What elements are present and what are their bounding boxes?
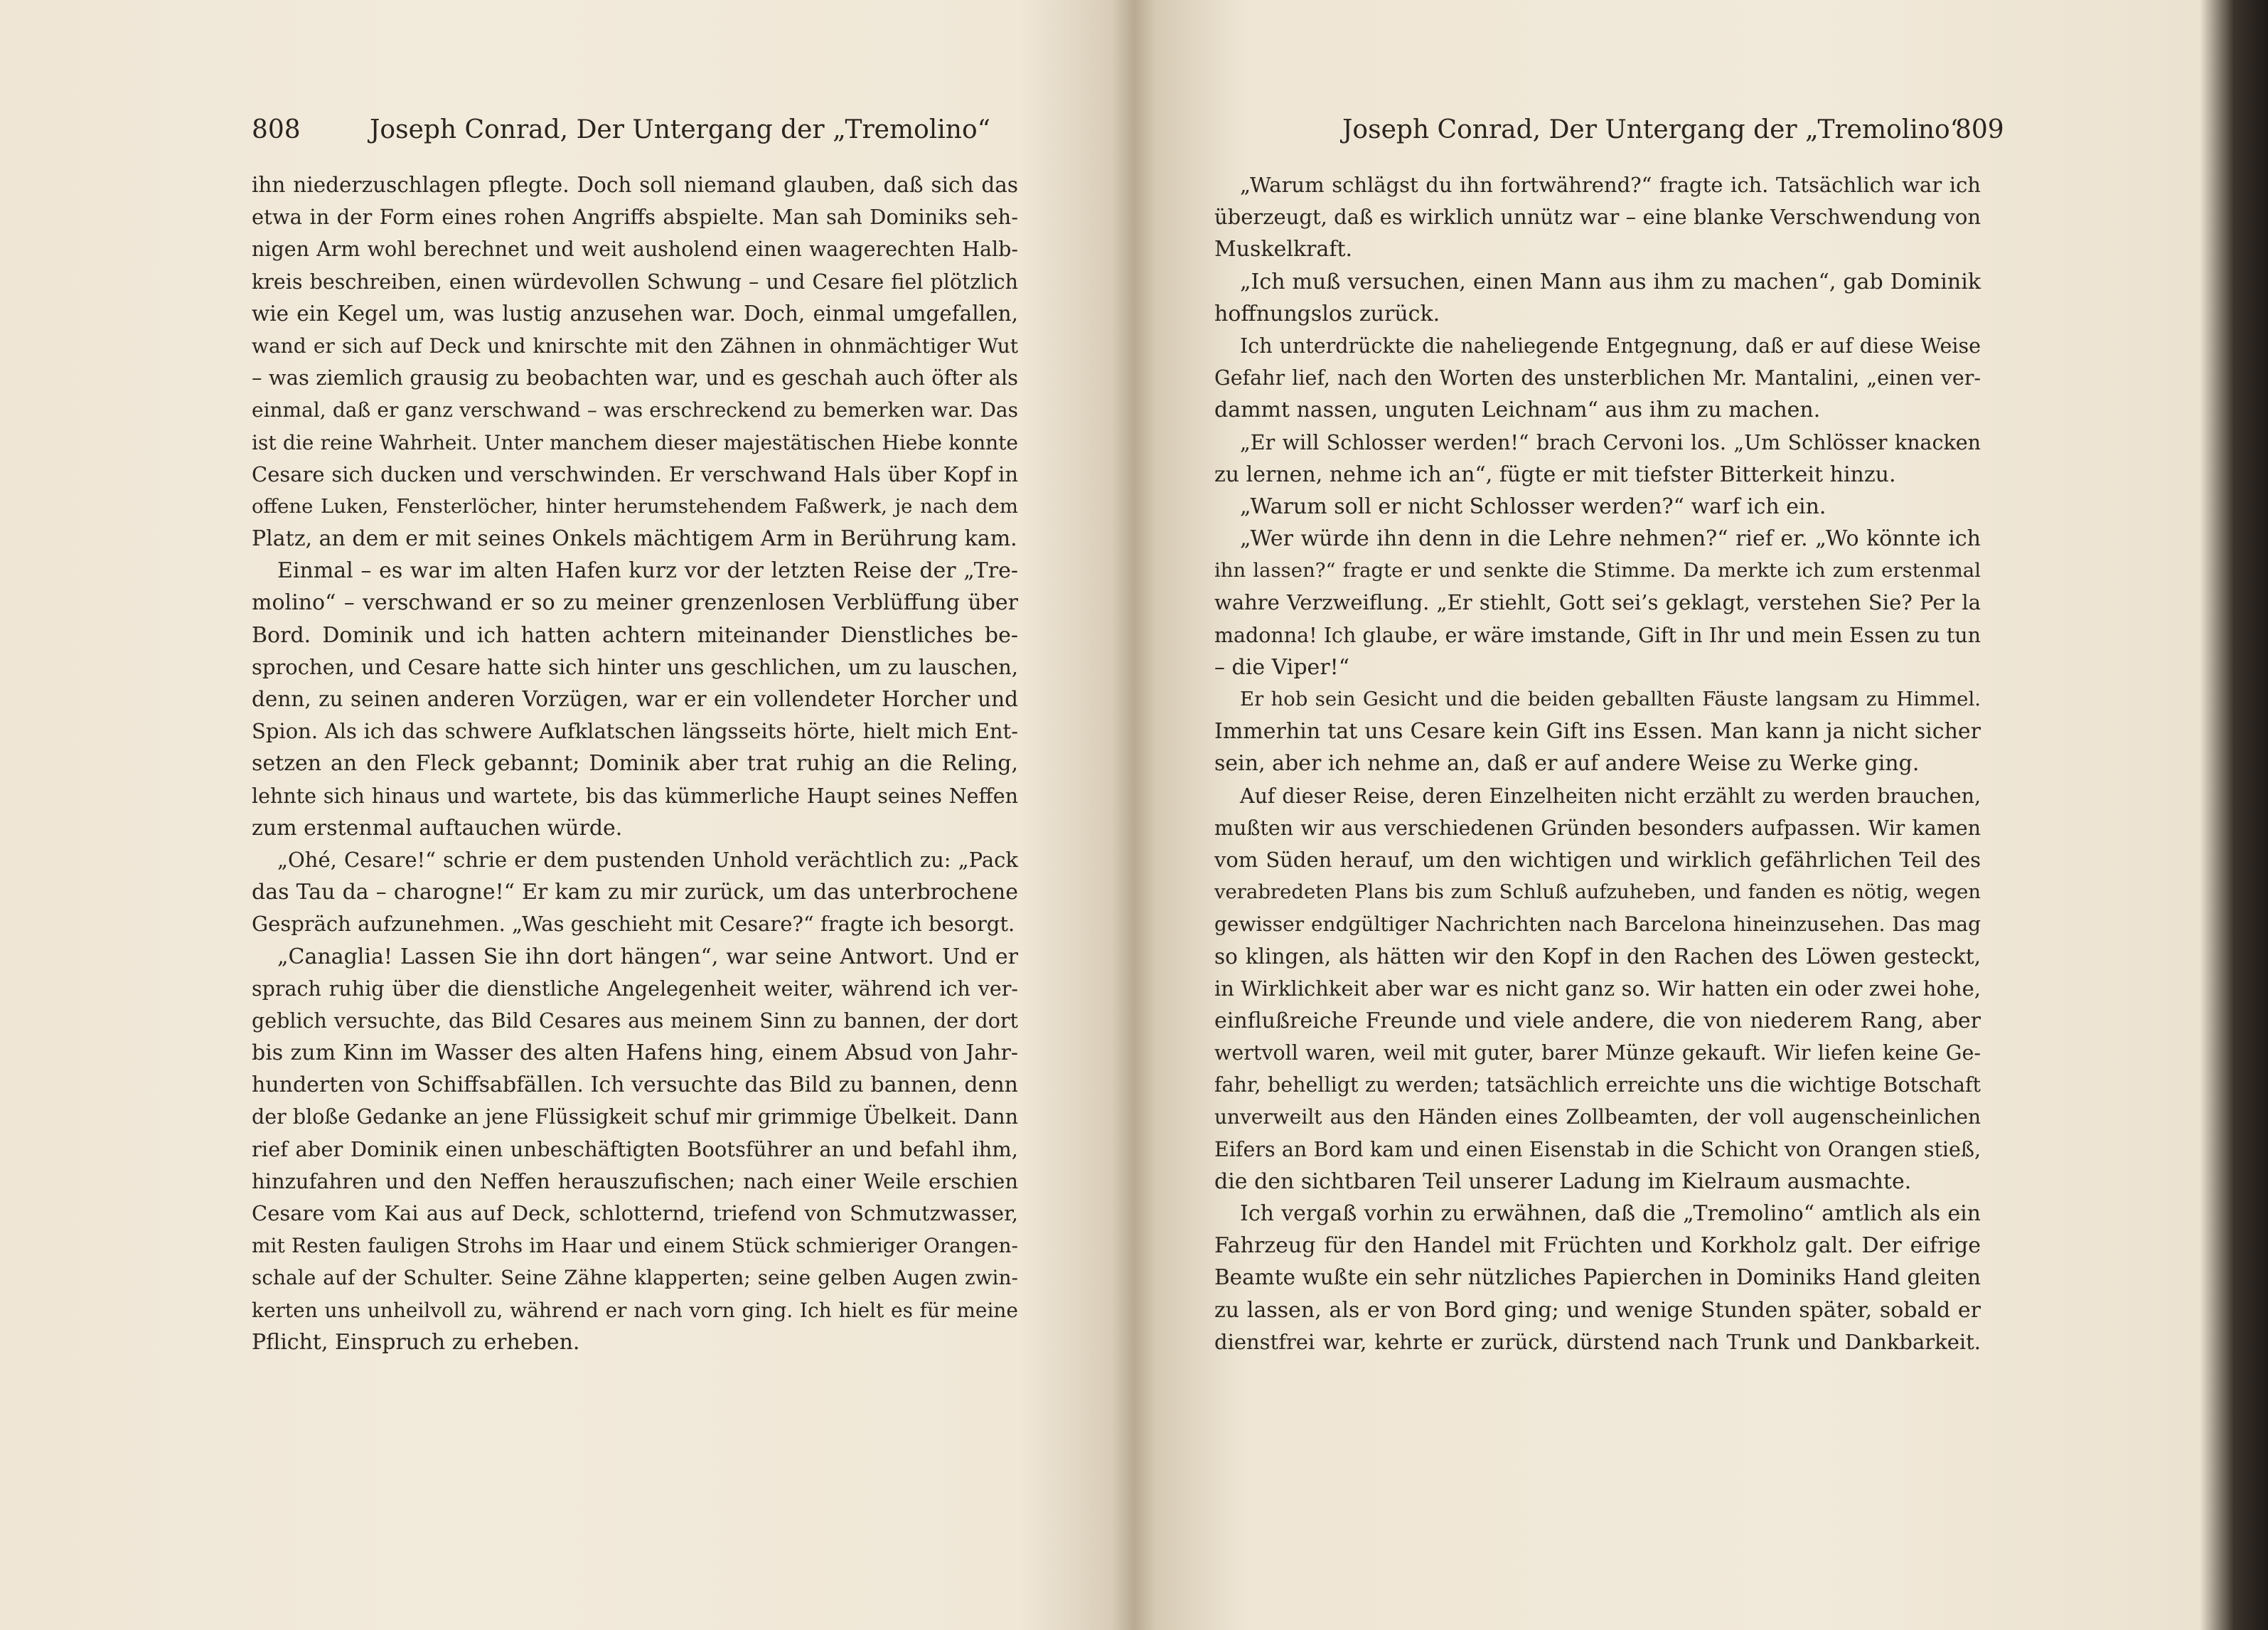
text-line: hinzufahren und den Neffen herauszufischen; nach einer Weile erschien: [252, 1168, 1018, 1193]
text-line: ihn niederzuschlagen pflegte. Doch soll niemand glauben, daß sich das: [252, 173, 1018, 197]
text-line: hunderten von Schiffsabfällen. Ich versuchte das Bild zu bannen, denn: [252, 1072, 1018, 1098]
text-line: wahre Verzweiflung. „Er stiehlt, Gott sei’s geklagt, verstehen Sie? Per la: [1214, 590, 1981, 615]
text-line: Platz, an dem er mit seines Onkels mächtigem Arm in Berührung kam.: [252, 526, 1017, 552]
text-line: dienstfrei war, kehrte er zurück, dürstend nach Trunk und Dankbarkeit.: [1214, 1329, 1981, 1354]
text-line: zum erstenmal auftauchen würde.: [252, 815, 623, 841]
running-head: Joseph Conrad, Der Untergang der „Tremolino“: [1342, 115, 1964, 144]
body-text: [252, 169, 1018, 1358]
text-line: vom Süden herauf, um den wichtigen und wirklich gefährlichen Teil des: [1214, 847, 1981, 872]
text-line: kreis beschreiben, einen würdevollen Schwung – und Cesare fiel plötzlich: [252, 270, 1018, 294]
text-line: „Canaglia! Lassen Sie ihn dort hängen“, war seine Antwort. Und er: [277, 944, 1018, 969]
text-line: einmal, daß er ganz verschwand – was erschreckend zu bemerken war. Das: [252, 398, 1018, 422]
page-number: 808: [252, 115, 301, 144]
text-line: ist die reine Wahrheit. Unter manchem dieser majestätischen Hiebe konnte: [252, 430, 1018, 454]
text-line: dammt nassen, unguten Leichnam“ aus ihm zu machen.: [1214, 398, 1821, 423]
text-line: Ich unterdrückte die naheliegende Entgegnung, daß er auf diese Weise: [1240, 334, 1981, 358]
text-line: molino“ – verschwand er so zu meiner grenzenlosen Verblüffung über: [252, 590, 1018, 616]
text-line: Bord. Dominik und ich hatten achtern miteinander Dienstliches be-: [252, 622, 1018, 648]
text-line: lehnte sich hinaus und wartete, bis das kümmerliche Haupt seines Neffen: [252, 784, 1018, 808]
text-line: gewisser endgültiger Nachrichten nach Barcelona hineinzusehen. Das mag: [1214, 912, 1981, 937]
text-line: „Wer würde ihn denn in die Lehre nehmen?“ rief er. „Wo könnte ich: [1240, 526, 1981, 552]
text-line: die den sichtbaren Teil unserer Ladung im Kielraum ausmachte.: [1214, 1168, 1912, 1194]
text-line: – was ziemlich grausig zu beobachten war, und es geschah auch öfter als: [252, 366, 1018, 390]
text-line: nigen Arm wohl berechnet und weit ausholend einen waagerechten Halb-: [252, 238, 1018, 262]
text-line: so klingen, als hätten wir den Kopf in den Rachen des Löwen gesteckt,: [1214, 944, 1981, 969]
text-line: „Warum schlägst du ihn fortwährend?“ fragte ich. Tatsächlich war ich: [1240, 173, 1981, 197]
text-line: mit Resten fauligen Strohs im Haar und einem Stück schmieriger Orangen-: [252, 1234, 1018, 1258]
text-line: Gespräch aufzunehmen. „Was geschieht mit Cesare?“ fragte ich besorgt.: [252, 912, 1015, 937]
text-line: Auf dieser Reise, deren Einzelheiten nicht erzählt zu werden brauchen,: [1240, 784, 1981, 808]
text-line: Immerhin tat uns Cesare kein Gift ins Essen. Man kann ja nicht sicher: [1214, 719, 1981, 745]
text-line: rief aber Dominik einen unbeschäftigten Bootsführer an und befahl ihm,: [252, 1136, 1018, 1161]
text-line: „Warum soll er nicht Schlosser werden?“ warf ich ein.: [1240, 494, 1826, 519]
text-line: der bloße Gedanke an jene Flüssigkeit schuf mir grimmige Übelkeit. Dann: [252, 1105, 1018, 1129]
text-line: „Ohé, Cesare!“ schrie er dem pustenden Unhold verächtlich zu: „Pack: [277, 847, 1018, 872]
text-line: geblich versuchte, das Bild Cesares aus meinem Sinn zu bannen, der dort: [252, 1008, 1018, 1033]
text-line: fahr, behelligt zu werden; tatsächlich erreichte uns die wichtige Botschaft: [1214, 1073, 1981, 1097]
text-line: Ich vergaß vorhin zu erwähnen, daß die „Tremolino“ amtlich als ein: [1240, 1201, 1981, 1226]
text-line: verabredeten Plans bis zum Schluß aufzuheben, und fanden es nötig, wegen: [1214, 880, 1981, 904]
left-page: [0, 0, 1123, 1630]
text-line: Er hob sein Gesicht und die beiden geballten Fäuste langsam zu Himmel.: [1240, 688, 1981, 710]
text-line: denn, zu seinen anderen Vorzügen, war er ein vollendeter Horcher und: [252, 687, 1018, 711]
text-line: wertvoll waren, weil mit guter, barer Münze gekauft. Wir liefen keine Ge-: [1214, 1041, 1981, 1065]
text-line: madonna! Ich glaube, er wäre imstande, Gift in Ihr und mein Essen zu tun: [1214, 623, 1981, 647]
text-line: Spion. Als ich das schwere Aufklatschen längsseits hörte, hielt mich Ent-: [252, 719, 1018, 744]
text-line: überzeugt, daß es wirklich unnütz war – eine blanke Verschwendung von: [1214, 205, 1981, 230]
text-line: Eifers an Bord kam und einen Eisenstab in die Schicht von Orangen stieß,: [1214, 1137, 1981, 1161]
text-line: Cesare sich ducken und verschwinden. Er verschwand Hals über Kopf in: [252, 462, 1018, 486]
text-line: wand er sich auf Deck und knirschte mit den Zähnen in ohnmächtiger Wut: [252, 334, 1018, 358]
text-line: wie ein Kegel um, was lustig anzusehen war. Doch, einmal umgefallen,: [252, 301, 1018, 326]
text-line: sprach ruhig über die dienstliche Angelegenheit weiter, während ich ver-: [252, 976, 1018, 1001]
text-line: Cesare vom Kai aus auf Deck, schlotternd, triefend von Schmutzwasser,: [252, 1201, 1018, 1225]
text-line: Beamte wußte ein sehr nützliches Papierchen in Dominiks Hand gleiten: [1214, 1265, 1981, 1290]
text-line: zu lassen, als er von Bord ging; und wenige Stunden später, sobald er: [1214, 1297, 1981, 1323]
text-line: hoffnungslos zurück.: [1214, 301, 1440, 326]
text-line: Muskelkraft.: [1214, 237, 1353, 262]
text-line: das Tau da – charogne!“ Er kam zu mir zurück, um das unterbrochene: [252, 880, 1018, 905]
text-line: sein, aber ich nehme an, daß er auf andere Weise zu Werke ging.: [1214, 751, 1920, 777]
text-line: zu lernen, nehme ich an“, fügte er mit tiefster Bitterkeit hinzu.: [1214, 462, 1896, 487]
running-head: Joseph Conrad, Der Untergang der „Tremolino“: [370, 115, 991, 144]
text-line: offene Luken, Fensterlöcher, hinter herumstehendem Faßwerk, je nach dem: [252, 494, 1018, 518]
text-line: Fahrzeug für den Handel mit Früchten und Korkholz galt. Der eifrige: [1214, 1233, 1981, 1259]
text-line: etwa in der Form eines rohen Angriffs abspielte. Man sah Dominiks seh-: [252, 205, 1018, 230]
text-line: bis zum Kinn im Wasser des alten Hafens hing, einem Absud von Jahr-: [252, 1040, 1018, 1066]
page-number: 809: [1955, 115, 2004, 144]
text-line: kerten uns unheilvoll zu, während er nach vorn ging. Ich hielt es für meine: [252, 1298, 1018, 1322]
text-line: in Wirklichkeit aber war es nicht ganz so. Wir hatten ein oder zwei hohe,: [1214, 976, 1981, 1001]
text-line: ihn lassen?“ fragte er und senkte die Stimme. Da merkte ich zum erstenmal: [1214, 559, 1981, 582]
text-line: mußten wir aus verschiedenen Gründen besonders aufpassen. Wir kamen: [1214, 816, 1981, 840]
text-line: einflußreiche Freunde und viele andere, die von niederem Rang, aber: [1214, 1008, 1981, 1033]
text-line: schale auf der Schulter. Seine Zähne klapperten; seine gelben Augen zwin-: [252, 1266, 1018, 1290]
text-line: unverweilt aus den Händen eines Zollbeamten, der voll augenscheinlichen: [1214, 1105, 1981, 1129]
text-line: sprochen, und Cesare hatte sich hinter uns geschlichen, um zu lauschen,: [252, 654, 1018, 679]
text-line: setzen an den Fleck gebannt; Dominik aber trat ruhig an die Reling,: [252, 751, 1018, 777]
body-text: [1214, 169, 1981, 1358]
right-page: [1123, 0, 2247, 1630]
text-line: „Ich muß versuchen, einen Mann aus ihm zu machen“, gab Dominik: [1240, 269, 1981, 294]
text-line: Einmal – es war im alten Hafen kurz vor der letzten Reise der „Tre-: [277, 558, 1018, 584]
text-line: – die Viper!“: [1214, 654, 1350, 680]
text-line: Gefahr lief, nach den Worten des unsterblichen Mr. Mantalini, „einen ver-: [1214, 366, 1981, 390]
text-line: „Er will Schlosser werden!“ brach Cervoni los. „Um Schlösser knacken: [1240, 430, 1981, 454]
text-line: Pflicht, Einspruch zu erheben.: [252, 1329, 580, 1355]
